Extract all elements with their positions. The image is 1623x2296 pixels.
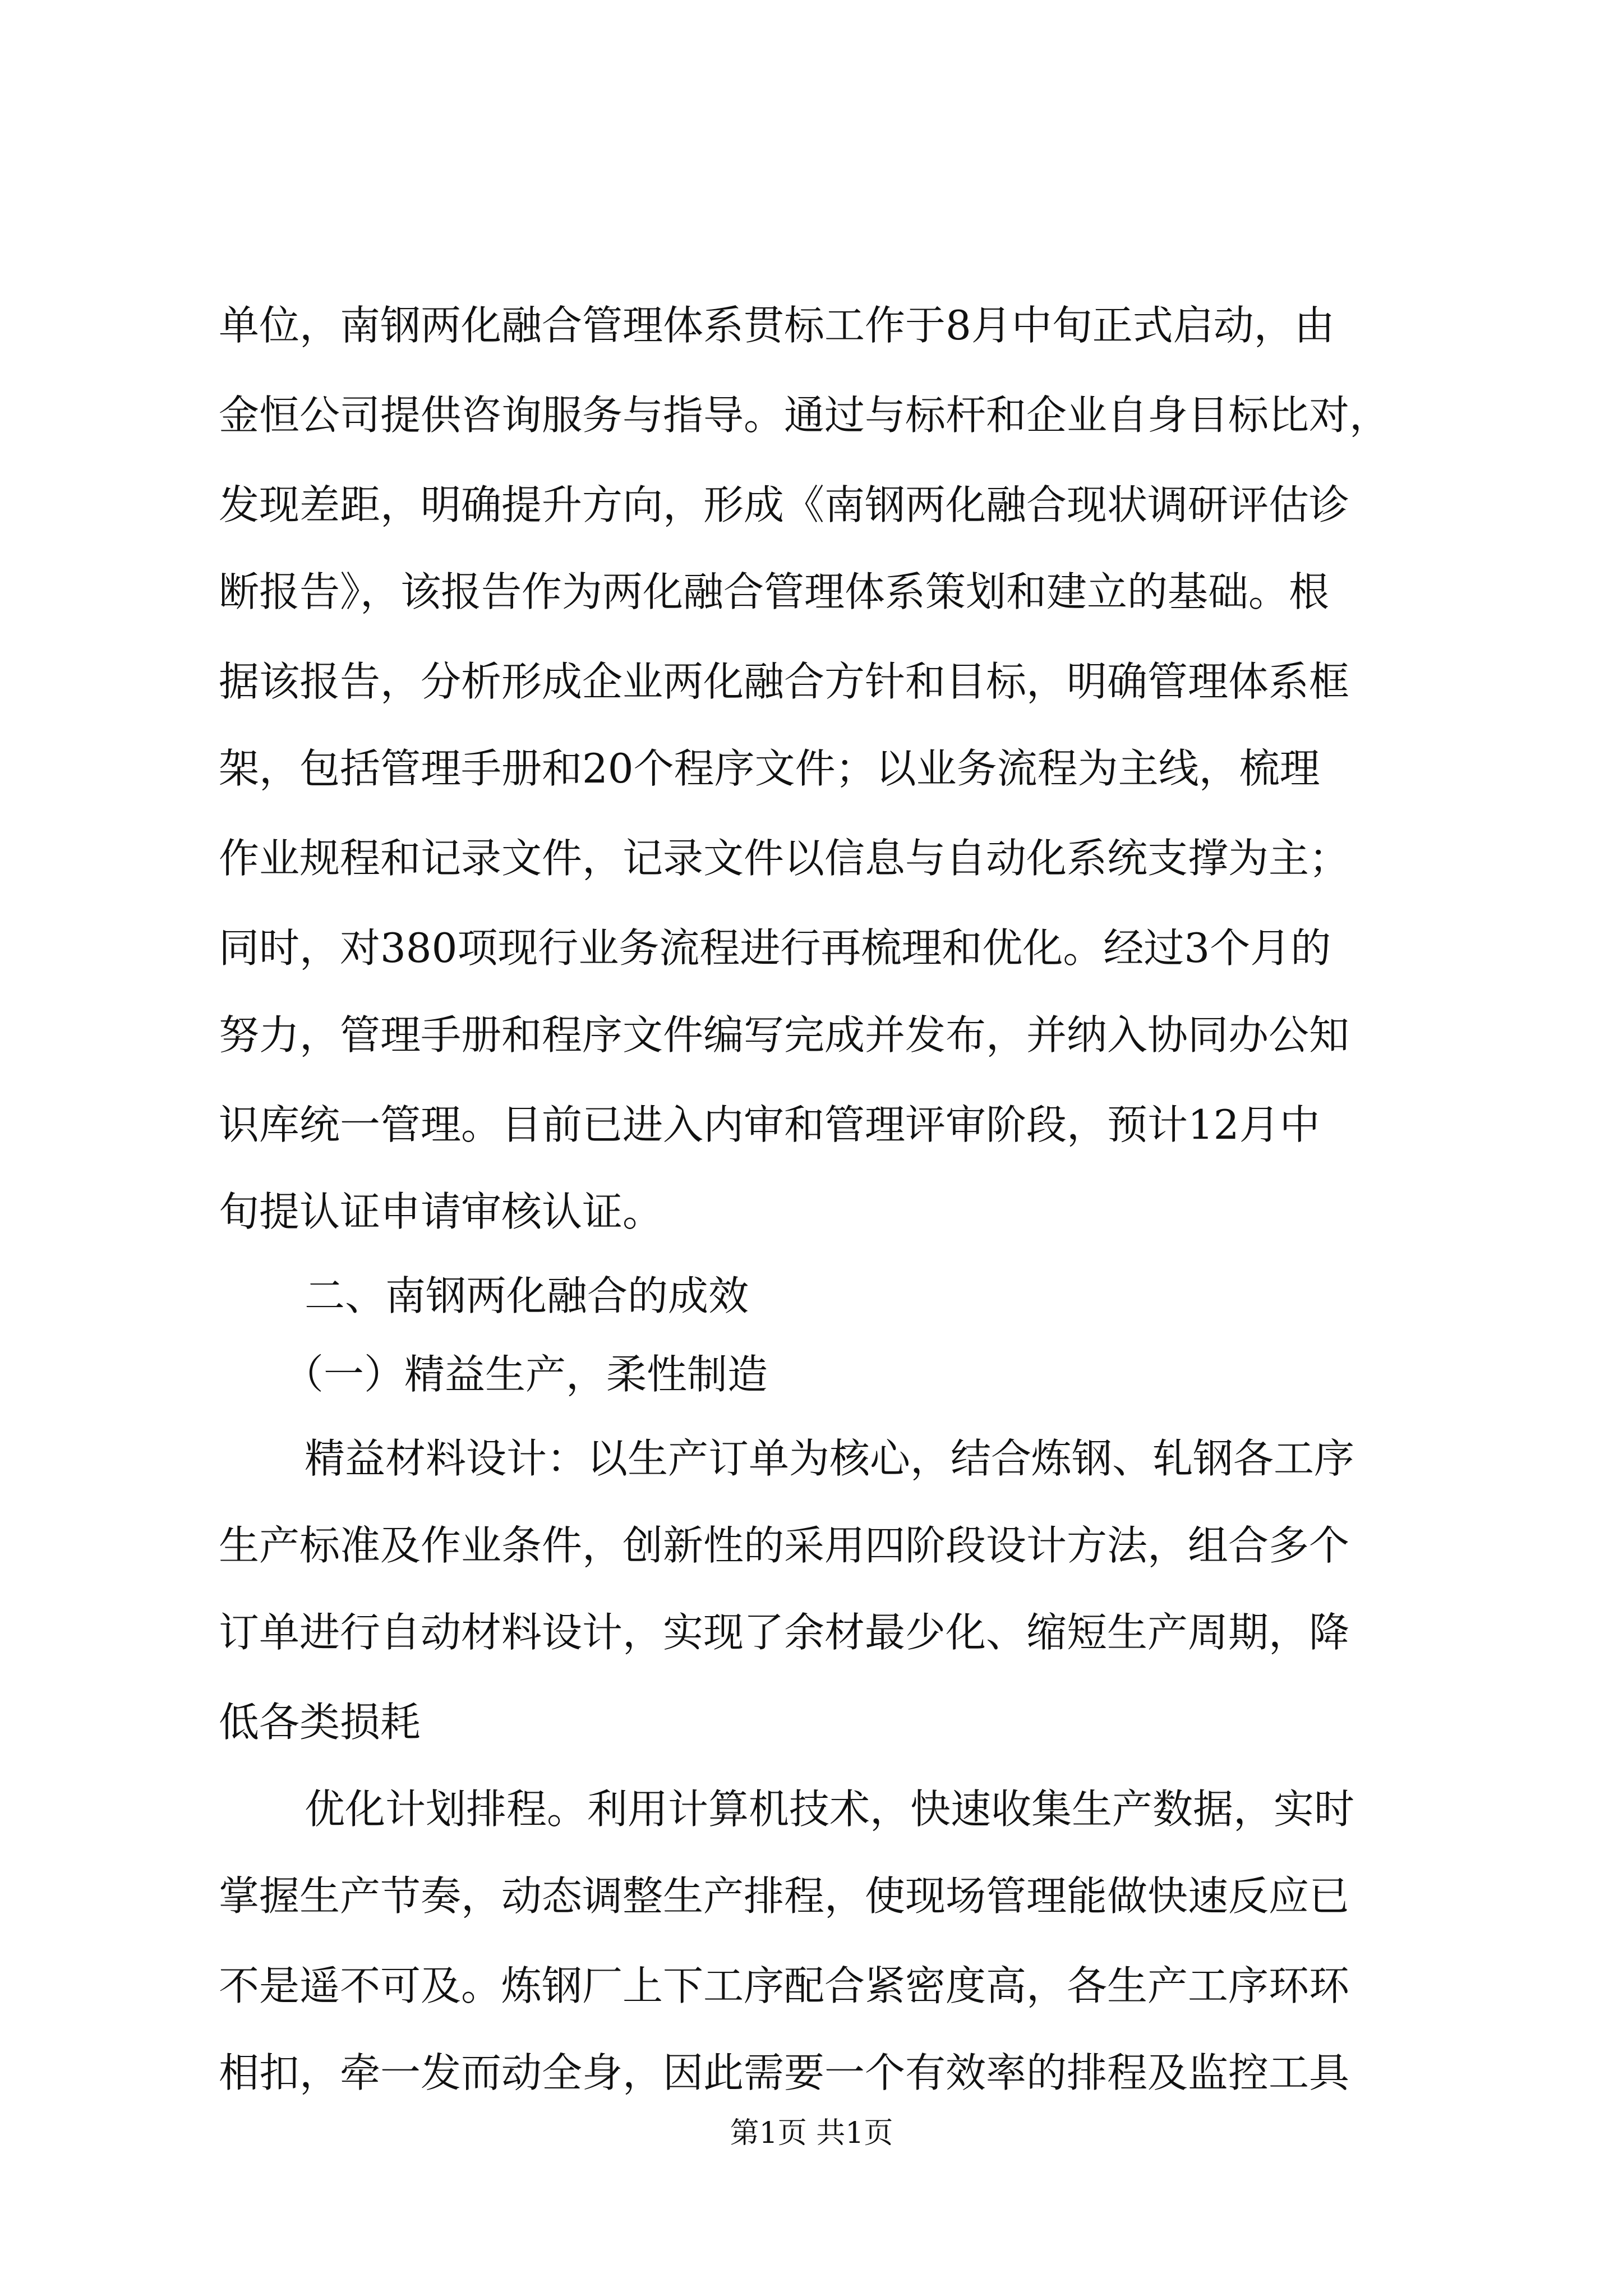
text-line: 据该报告，分析形成企业两化融合方针和目标，明确管理体系框: [219, 658, 1350, 705]
text-line: 不是遥不可及。炼钢厂上下工序配合紧密度高，各生产工序环环: [219, 1962, 1350, 2009]
text-line: 订单进行自动材料设计，实现了余材最少化、缩短生产周期，降: [219, 1609, 1350, 1656]
page-number-footer: 第1页 共1页: [730, 2116, 893, 2150]
text-line: 低各类损耗: [219, 1699, 421, 1746]
text-line: 优化计划排程。利用计算机技术，快速收集生产数据，实时: [305, 1786, 1355, 1833]
text-line: 努力，管理手册和程序文件编写完成并发布，并纳入协同办公知: [219, 1011, 1350, 1059]
text-line: 发现差距，明确提升方向，形成《南钢两化融合现状调研评估诊: [219, 481, 1350, 528]
section-heading: 二、南钢两化融合的成效: [305, 1272, 749, 1319]
text-line: 旬提认证申请审核认证。: [219, 1188, 663, 1235]
text-line: 单位，南钢两化融合管理体系贯标工作于8月中旬正式启动，由: [219, 302, 1335, 349]
text-line: 生产标准及作业条件，创新性的采用四阶段设计方法，组合多个: [219, 1522, 1350, 1569]
text-line: 掌握生产节奏，动态调整生产排程，使现场管理能做快速反应已: [219, 1872, 1350, 1920]
text-line: 断报告》，该报告作为两化融合管理体系策划和建立的基础。根: [219, 568, 1330, 615]
text-line: 相扣，牵一发而动全身，因此需要一个有效率的排程及监控工具: [219, 2049, 1350, 2096]
text-line: 精益材料设计：以生产订单为核心，结合炼钢、轧钢各工序: [305, 1435, 1355, 1482]
text-line: 架，包括管理手册和20个程序文件；以业务流程为主线，梳理: [219, 745, 1320, 792]
text-line: 金恒公司提供咨询服务与指导。通过与标杆和企业自身目标比对，: [219, 392, 1390, 439]
text-line: 作业规程和记录文件，记录文件以信息与自动化系统支撑为主；: [219, 835, 1350, 882]
text-line: 同时，对380项现行业务流程进行再梳理和优化。经过3个月的: [219, 924, 1331, 972]
subsection-heading: （一）精益生产，柔性制造: [283, 1351, 768, 1398]
text-line: 识库统一管理。目前已进入内审和管理评审阶段，预计12月中: [219, 1101, 1320, 1148]
